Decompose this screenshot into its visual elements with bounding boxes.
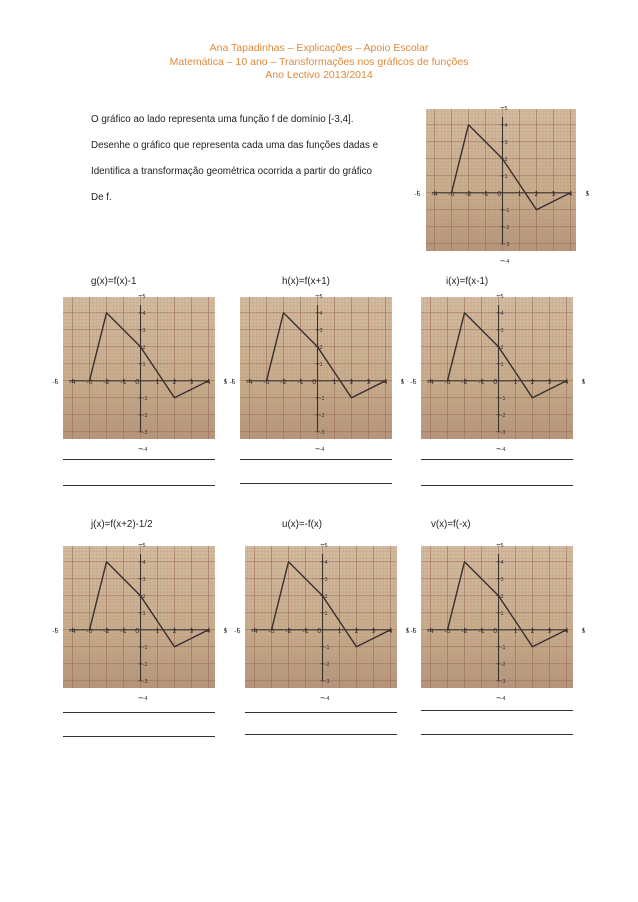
y-tick-label: -4 — [500, 695, 506, 702]
answer-line-j-2[interactable] — [63, 736, 215, 737]
y-tick-label: 4 — [142, 559, 146, 566]
y-tick-label: 2 — [319, 344, 323, 351]
y-tick-label: -2 — [500, 412, 506, 419]
answer-line-u-2[interactable] — [245, 734, 397, 735]
x-tick-label: 2 — [172, 377, 177, 386]
y-tick-label: -1 — [319, 395, 325, 402]
x-tick-label: 0 — [497, 189, 502, 198]
x-tick-label: 1 — [517, 189, 522, 198]
x-tick-label: 3 — [189, 377, 194, 386]
x-tick-label: -4 — [69, 626, 76, 635]
x-tick-label: 5 — [581, 626, 586, 635]
x-tick-label: 2 — [530, 377, 535, 386]
x-tick-label: 1 — [337, 626, 342, 635]
x-tick-label: 3 — [371, 626, 376, 635]
x-tick-label: -4 — [431, 189, 438, 198]
intro-paragraph-2: Desenhe o gráfico que representa cada uma das funções dadas e — [91, 140, 379, 151]
y-tick-label: 3 — [504, 139, 508, 146]
x-tick-label: -1 — [302, 626, 309, 635]
answer-line-u-1[interactable] — [245, 712, 397, 713]
y-tick-label: -2 — [142, 412, 148, 419]
x-tick-label: -3 — [268, 626, 275, 635]
y-tick-label: -4 — [319, 446, 325, 453]
y-tick-label: 1 — [500, 610, 504, 617]
y-tick-label: -2 — [500, 661, 506, 668]
intro-paragraph-4: De f. — [91, 192, 112, 203]
y-tick-label: 1 — [142, 610, 146, 617]
x-tick-label: -4 — [251, 626, 258, 635]
y-tick-label: 3 — [500, 576, 504, 583]
y-tick-label: 3 — [500, 327, 504, 334]
header-line-3: Ano Lectivo 2013/2014 — [265, 69, 373, 81]
x-tick-label: -3 — [444, 377, 451, 386]
y-tick-label: -4 — [142, 446, 148, 453]
x-tick-label: -1 — [120, 377, 127, 386]
y-tick-label: -2 — [142, 661, 148, 668]
x-tick-label: -3 — [263, 377, 270, 386]
x-tick-label: -1 — [482, 189, 489, 198]
exercise-label-g: g(x)=f(x)-1 — [91, 276, 137, 287]
y-tick-label: -3 — [324, 678, 330, 685]
y-tick-label: 5 — [504, 105, 508, 112]
y-tick-label: 5 — [319, 293, 323, 300]
x-tick-label: 5 — [585, 189, 590, 198]
y-tick-label: -3 — [500, 429, 506, 436]
answer-line-i-1[interactable] — [421, 459, 573, 460]
x-tick-label: -2 — [461, 377, 468, 386]
x-tick-label: -1 — [478, 626, 485, 635]
y-tick-label: 2 — [142, 344, 146, 351]
graph-svg — [52, 542, 228, 702]
x-tick-label: -4 — [246, 377, 253, 386]
y-tick-label: 5 — [324, 542, 328, 549]
x-tick-label: 3 — [547, 626, 552, 635]
graph-svg — [414, 105, 590, 265]
y-tick-label: 3 — [319, 327, 323, 334]
x-tick-label: 0 — [493, 377, 498, 386]
graph-paper — [63, 297, 215, 439]
y-tick-label: 4 — [142, 310, 146, 317]
x-tick-label: -3 — [86, 377, 93, 386]
x-tick-label: 1 — [155, 377, 160, 386]
y-tick-label: -4 — [142, 695, 148, 702]
x-tick-label: 3 — [547, 377, 552, 386]
y-tick-label: 5 — [500, 542, 504, 549]
y-tick-label: -2 — [319, 412, 325, 419]
x-tick-label: 3 — [189, 626, 194, 635]
answer-line-v-1[interactable] — [421, 710, 573, 711]
y-tick-label: -1 — [504, 207, 510, 214]
graph-svg — [234, 542, 410, 702]
graph-paper — [421, 297, 573, 439]
x-tick-label: 2 — [172, 626, 177, 635]
y-tick-label: -4 — [504, 258, 510, 265]
x-tick-label: 5 — [405, 626, 410, 635]
document-header — [0, 42, 638, 83]
y-tick-label: -3 — [500, 678, 506, 685]
x-tick-label: -5 — [229, 377, 236, 386]
x-tick-label: -2 — [280, 377, 287, 386]
x-tick-label: 0 — [317, 626, 322, 635]
x-tick-label: 3 — [551, 189, 556, 198]
y-tick-label: 3 — [142, 576, 146, 583]
answer-line-h-1[interactable] — [240, 459, 392, 460]
x-tick-label: 0 — [493, 626, 498, 635]
answer-line-i-2[interactable] — [421, 485, 573, 486]
intro-text — [91, 113, 411, 217]
x-tick-label: 2 — [354, 626, 359, 635]
graph-paper — [63, 546, 215, 688]
x-tick-label: -2 — [285, 626, 292, 635]
x-tick-label: 4 — [383, 377, 388, 386]
x-tick-label: 1 — [332, 377, 337, 386]
graph-i — [410, 293, 586, 453]
x-tick-label: -5 — [52, 626, 59, 635]
answer-line-g-2[interactable] — [63, 485, 215, 486]
intro-paragraph-3: Identifica a transformação geométrica ocorrida a partir do gráfico — [91, 166, 372, 177]
x-tick-label: -4 — [427, 377, 434, 386]
x-tick-label: -3 — [86, 626, 93, 635]
x-tick-label: 1 — [513, 626, 518, 635]
y-tick-label: -4 — [500, 446, 506, 453]
y-tick-label: 3 — [142, 327, 146, 334]
graph-paper — [240, 297, 392, 439]
x-tick-label: -3 — [444, 626, 451, 635]
x-tick-label: 4 — [388, 626, 393, 635]
graph-paper — [421, 546, 573, 688]
y-tick-label: 1 — [319, 361, 323, 368]
x-tick-label: -5 — [234, 626, 241, 635]
graph-f — [414, 105, 590, 265]
exercise-label-v: v(x)=f(-x) — [431, 519, 471, 530]
y-tick-label: -3 — [504, 241, 510, 248]
graph-svg — [229, 293, 405, 453]
exercise-label-u: u(x)=-f(x) — [282, 519, 323, 530]
x-tick-label: -2 — [461, 626, 468, 635]
x-tick-label: 1 — [155, 626, 160, 635]
y-tick-label: 5 — [142, 542, 146, 549]
y-tick-label: -3 — [319, 429, 325, 436]
x-tick-label: -3 — [448, 189, 455, 198]
x-tick-label: 3 — [366, 377, 371, 386]
x-tick-label: -2 — [103, 377, 110, 386]
x-tick-label: 4 — [568, 189, 573, 198]
x-tick-label: 5 — [400, 377, 405, 386]
y-tick-label: 2 — [500, 593, 504, 600]
x-tick-label: -5 — [410, 626, 417, 635]
x-tick-label: -5 — [52, 377, 59, 386]
graph-u — [234, 542, 410, 702]
y-tick-label: 5 — [500, 293, 504, 300]
y-tick-label: -1 — [142, 395, 148, 402]
x-tick-label: 5 — [581, 377, 586, 386]
x-tick-label: -1 — [120, 626, 127, 635]
graph-g — [52, 293, 228, 453]
x-tick-label: -2 — [103, 626, 110, 635]
answer-line-v-2[interactable] — [421, 734, 573, 735]
x-tick-label: 2 — [349, 377, 354, 386]
x-tick-label: 4 — [564, 626, 569, 635]
y-tick-label: -2 — [324, 661, 330, 668]
answer-line-j-1[interactable] — [63, 712, 215, 713]
y-tick-label: 2 — [500, 344, 504, 351]
y-tick-label: 1 — [142, 361, 146, 368]
graph-svg — [410, 542, 586, 702]
x-tick-label: -2 — [465, 189, 472, 198]
intro-paragraph-1: O gráfico ao lado representa uma função f de domínio [-3,4]. — [91, 114, 354, 125]
x-tick-label: 1 — [513, 377, 518, 386]
x-tick-label: 2 — [530, 626, 535, 635]
y-tick-label: 2 — [504, 156, 508, 163]
y-tick-label: -3 — [142, 429, 148, 436]
y-tick-label: 1 — [324, 610, 328, 617]
graph-svg — [410, 293, 586, 453]
y-tick-label: 2 — [324, 593, 328, 600]
graph-svg — [52, 293, 228, 453]
x-tick-label: 0 — [312, 377, 317, 386]
graph-v — [410, 542, 586, 702]
y-tick-label: -2 — [504, 224, 510, 231]
exercise-label-h: h(x)=f(x+1) — [282, 276, 330, 287]
graph-h — [229, 293, 405, 453]
y-tick-label: -1 — [142, 644, 148, 651]
answer-line-h-2[interactable] — [240, 483, 392, 484]
header-line-2: Matemática – 10 ano – Transformações nos gráficos de funções — [169, 55, 469, 68]
y-tick-label: 5 — [142, 293, 146, 300]
y-tick-label: 4 — [500, 310, 504, 317]
x-tick-label: -5 — [414, 189, 421, 198]
exercise-label-i: i(x)=f(x-1) — [446, 276, 489, 287]
y-tick-label: 4 — [319, 310, 323, 317]
y-tick-label: -1 — [500, 395, 506, 402]
x-tick-label: 4 — [564, 377, 569, 386]
y-tick-label: -4 — [324, 695, 330, 702]
y-tick-label: -1 — [324, 644, 330, 651]
y-tick-label: -3 — [142, 678, 148, 685]
y-tick-label: 3 — [324, 576, 328, 583]
y-tick-label: 1 — [504, 173, 508, 180]
x-tick-label: 0 — [135, 626, 140, 635]
y-tick-label: 4 — [324, 559, 328, 566]
x-tick-label: 2 — [534, 189, 539, 198]
y-tick-label: 2 — [142, 593, 146, 600]
graph-j — [52, 542, 228, 702]
header-line-1: Ana Tapadinhas – Explicações – Apoio Escolar — [209, 42, 429, 54]
x-tick-label: 5 — [223, 377, 228, 386]
y-tick-label: 4 — [504, 122, 508, 129]
x-tick-label: 5 — [223, 626, 228, 635]
x-tick-label: -1 — [297, 377, 304, 386]
x-tick-label: -5 — [410, 377, 417, 386]
graph-paper — [245, 546, 397, 688]
x-tick-label: 4 — [206, 626, 211, 635]
exercise-label-j: j(x)=f(x+2)-1/2 — [91, 519, 153, 530]
x-tick-label: -4 — [69, 377, 76, 386]
x-tick-label: -4 — [427, 626, 434, 635]
answer-line-g-1[interactable] — [63, 459, 215, 460]
x-tick-label: 0 — [135, 377, 140, 386]
y-tick-label: 4 — [500, 559, 504, 566]
x-tick-label: -1 — [478, 377, 485, 386]
x-tick-label: 4 — [206, 377, 211, 386]
y-tick-label: 1 — [500, 361, 504, 368]
y-tick-label: -1 — [500, 644, 506, 651]
